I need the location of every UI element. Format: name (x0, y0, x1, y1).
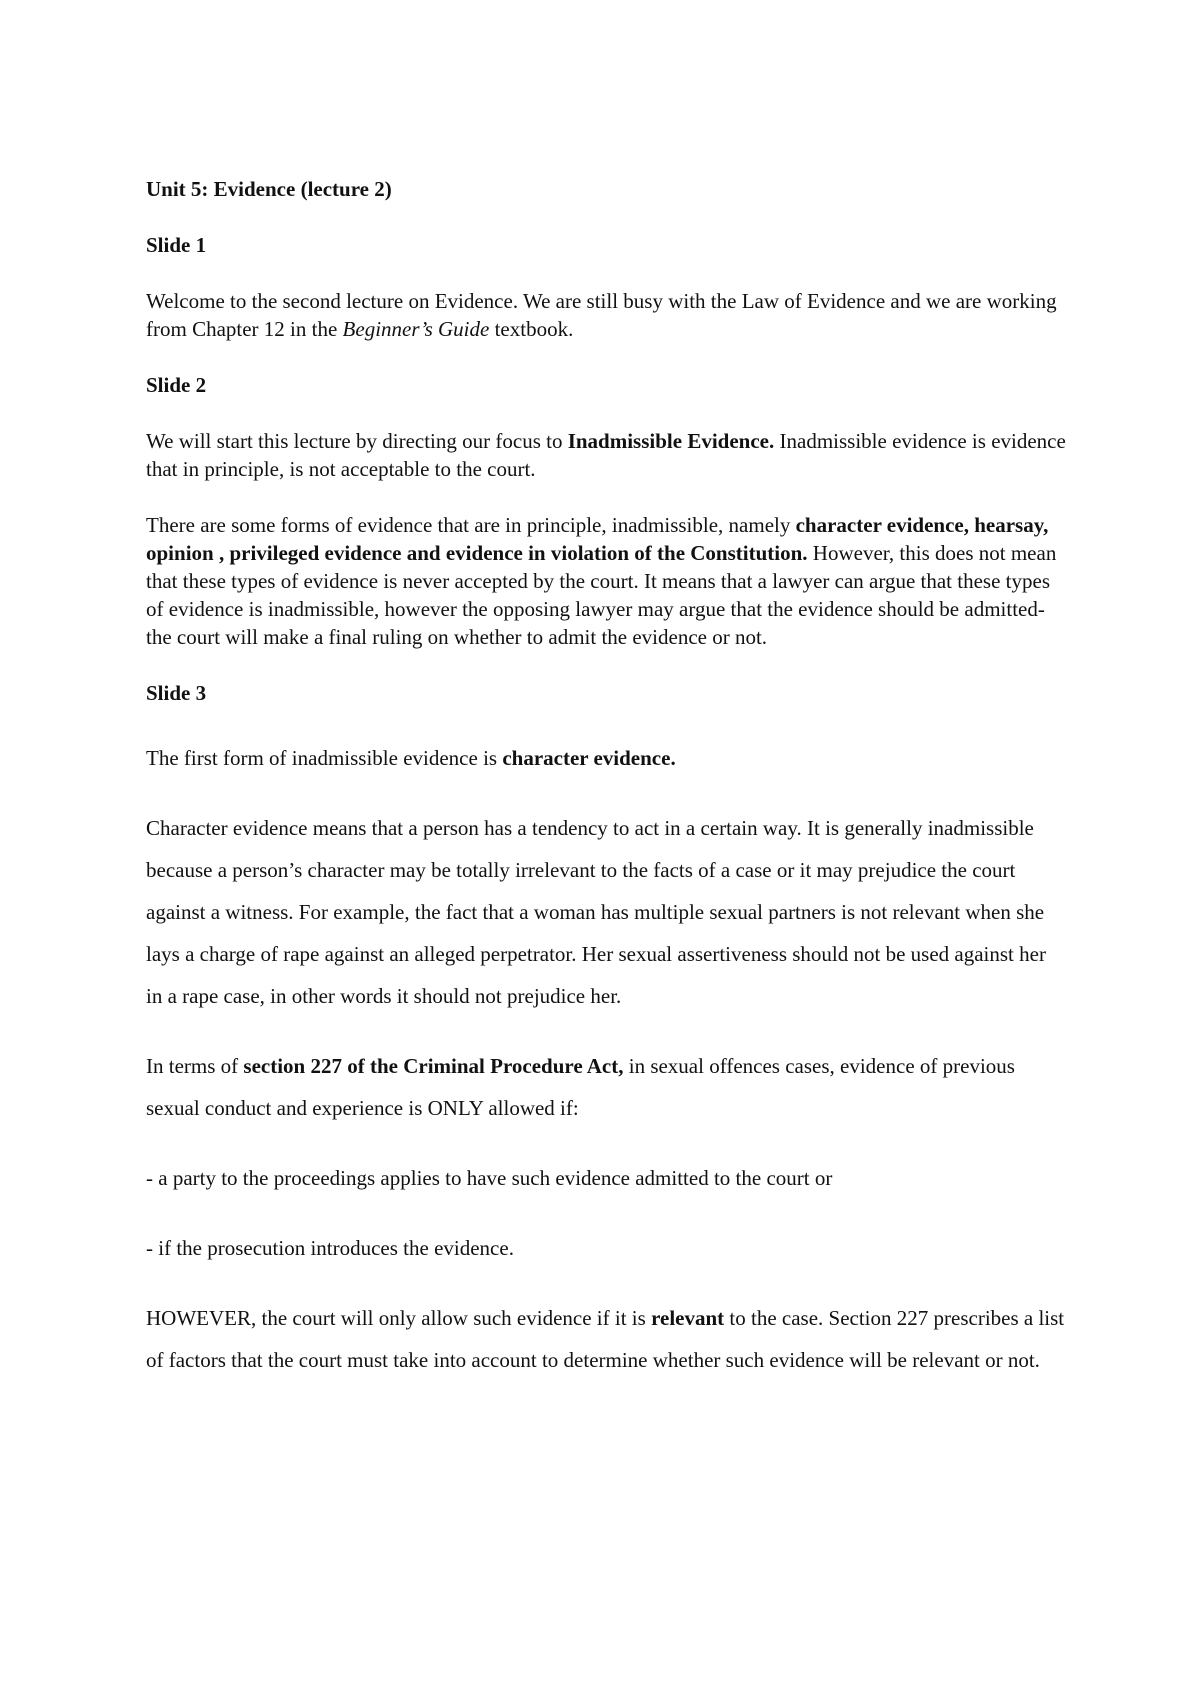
text-run: in sexual offences cases, evidence of previous sexual conduct and experience is ONLY allowed if: (146, 1054, 1015, 1120)
text-run: We will start this lecture by directing our focus to (146, 429, 568, 453)
slide2-heading: Slide 2 (146, 373, 207, 397)
bold-term: relevant (651, 1306, 725, 1330)
text-run: The first form of inadmissible evidence is (146, 746, 503, 770)
slide1-paragraph (146, 287, 1066, 343)
book-title: Beginner’s Guide (342, 317, 490, 341)
list-item-2: - if the prosecution introduces the evidence. (146, 1236, 514, 1260)
text-run: There are some forms of evidence that are in principle, inadmissible, namely (146, 513, 796, 537)
slide2-paragraph-1 (146, 427, 1066, 483)
slide3-paragraph-1 (146, 737, 1066, 779)
slide3-paragraph-4 (146, 1297, 1066, 1381)
bold-term: character evidence. (502, 746, 676, 770)
slide3-paragraph-3 (146, 1045, 1066, 1129)
document-title: Unit 5: Evidence (lecture 2) (146, 177, 392, 201)
bold-term: character evidence, hearsay, opinion , privileged evidence and evidence in violation of the Constitution. (146, 513, 1049, 565)
text-run: However, this does not mean that these types of evidence is never accepted by the court. It means that a lawyer can argue that these types of evidence is inadmissible, however the opposing lawyer may argue that the evidence should be admitted-the court will make a final ruling on whether to admit the evidence or not. (146, 541, 1057, 649)
text-run: textbook. (489, 317, 574, 341)
list-item-1: - a party to the proceedings applies to have such evidence admitted to the court or (146, 1166, 833, 1190)
text-run: to the case. Section 227 prescribes a list of factors that the court must take into account to determine whether such evidence will be relevant or not. (146, 1306, 1065, 1372)
document-page (146, 175, 1066, 1381)
bold-term: section 227 of the Criminal Procedure Act, (243, 1054, 624, 1078)
bold-term: Inadmissible Evidence. (567, 429, 775, 453)
slide3-paragraph-2: Character evidence means that a person has a tendency to act in a certain way. It is generally inadmissible because a person’s character may be totally irrelevant to the facts of a case or it may prejudice the court against a witness. For example, the fact that a woman has multiple sexual partners is not relevant when she lays a charge of rape against an alleged perpetrator. Her sexual assertiveness should not be used against her in a rape case, in other words it should not prejudice her. (146, 816, 1046, 1008)
text-run: In terms of (146, 1054, 244, 1078)
slide2-paragraph-2 (146, 511, 1066, 651)
slide3-heading: Slide 3 (146, 681, 207, 705)
text-run: Welcome to the second lecture on Evidence. We are still busy with the Law of Evidence and we are working from Chapter 12 in the (146, 289, 1057, 341)
text-run: HOWEVER, the court will only allow such evidence if it is (146, 1306, 652, 1330)
text-run: Inadmissible evidence is evidence that in principle, is not acceptable to the court. (146, 429, 1066, 481)
slide1-heading: Slide 1 (146, 233, 207, 257)
